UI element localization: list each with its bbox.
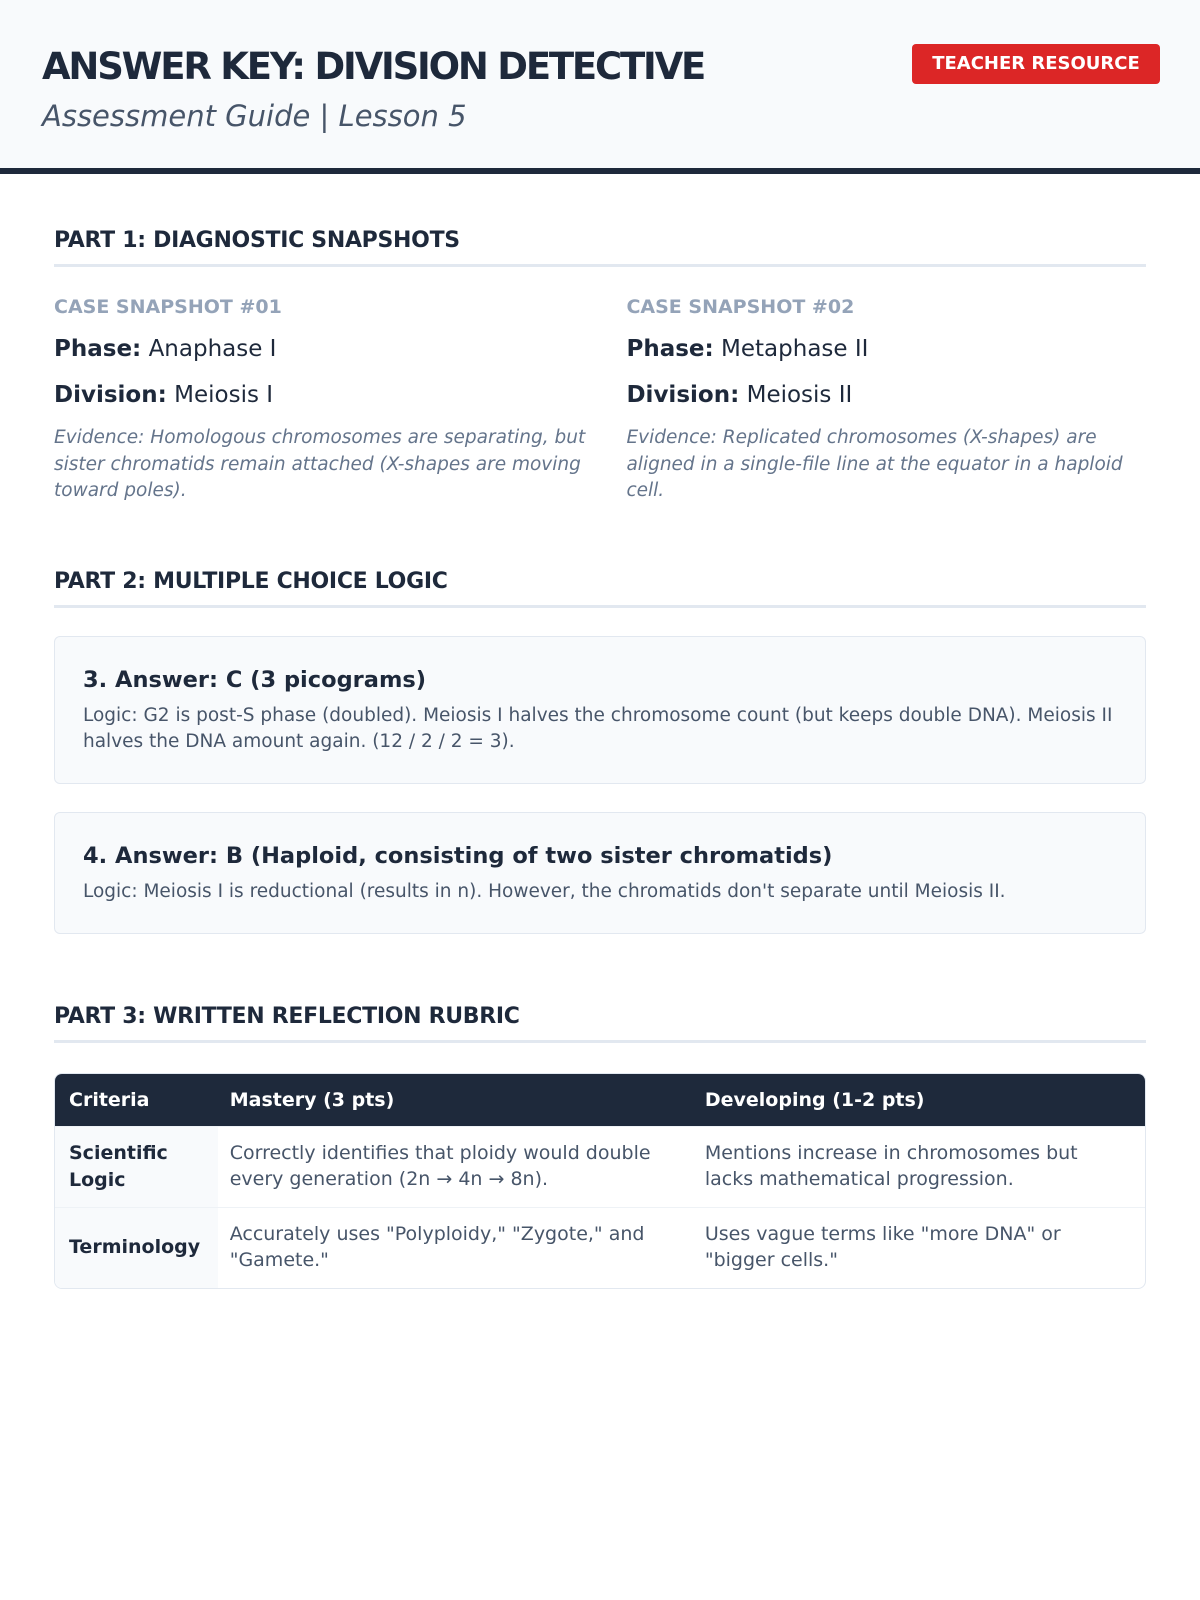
table-row: [55, 1126, 1145, 1207]
mc-logic: Logic: Meiosis I is reductional (results in n). However, the chromatids don't separate until Meiosis II.: [83, 880, 1006, 902]
criteria-cell: Terminology: [55, 1208, 218, 1288]
rubric-header-row: [55, 1074, 1145, 1126]
phase-value: Metaphase II: [721, 336, 869, 362]
phase-value: Anaphase I: [148, 336, 277, 362]
snapshot-evidence: Evidence: Replicated chromosomes (X-shapes) are aligned in a single-file line at the equator in a haploid cell.: [626, 427, 1123, 501]
snapshot-division: [54, 379, 626, 411]
page-header: [0, 0, 1200, 174]
header-mastery: Mastery (3 pts): [229, 1088, 395, 1111]
teacher-resource-badge: TEACHER RESOURCE: [912, 44, 1160, 84]
table-row: [55, 1207, 1145, 1288]
case-snapshot-02: [626, 295, 1146, 505]
phase-label: Phase:: [626, 336, 714, 362]
mastery-cell: Correctly identifies that ploidy would double every generation (2n → 4n → 8n).: [229, 1141, 651, 1190]
snapshot-division: [626, 379, 1146, 411]
mc-answer-card: [54, 636, 1146, 784]
snapshot-label: CASE SNAPSHOT #02: [626, 296, 855, 318]
snapshot-evidence: Evidence: Homologous chromosomes are separating, but sister chromatids remain attached (X-shapes are moving toward poles).: [54, 427, 586, 501]
page-title: ANSWER KEY: DIVISION DETECTIVE: [42, 45, 705, 88]
main-content: [0, 228, 1200, 1289]
mastery-cell: Accurately uses "Polyploidy," "Zygote," and "Gamete.": [229, 1222, 645, 1271]
snapshot-phase: [54, 333, 626, 365]
mc-answer: 3. Answer: C (3 picograms): [83, 666, 427, 693]
developing-cell: Uses vague terms like "more DNA" or "bigger cells.": [704, 1222, 1061, 1271]
page-subtitle: Assessment Guide | Lesson 5: [42, 99, 467, 133]
snapshot-phase: [626, 333, 1146, 365]
header-developing: Developing (1-2 pts): [704, 1088, 925, 1111]
mc-logic: Logic: G2 is post-S phase (doubled). Meiosis I halves the chromosome count (but keeps double DNA). Meiosis II halves the DNA amount again. (12 / 2 / 2 = 3).: [83, 704, 1113, 752]
criteria-cell: Scientific Logic: [55, 1127, 218, 1207]
snapshot-label: CASE SNAPSHOT #01: [54, 296, 282, 318]
division-value: Meiosis II: [746, 382, 853, 408]
rubric-table: [54, 1073, 1146, 1289]
part3-title: PART 3: WRITTEN REFLECTION RUBRIC: [54, 1004, 1146, 1043]
part1-title: PART 1: DIAGNOSTIC SNAPSHOTS: [54, 228, 1146, 267]
mc-answer-card: [54, 812, 1146, 934]
snapshots-grid: [54, 295, 1146, 505]
division-value: Meiosis I: [174, 382, 274, 408]
case-snapshot-01: [54, 295, 626, 505]
header-criteria: Criteria: [69, 1088, 150, 1111]
part2-title: PART 2: MULTIPLE CHOICE LOGIC: [54, 569, 1146, 608]
phase-label: Phase:: [54, 336, 142, 362]
division-label: Division:: [626, 382, 740, 408]
division-label: Division:: [54, 382, 167, 408]
developing-cell: Mentions increase in chromosomes but lacks mathematical progression.: [704, 1141, 1078, 1190]
mc-answer: 4. Answer: B (Haploid, consisting of two sister chromatids): [83, 842, 833, 869]
